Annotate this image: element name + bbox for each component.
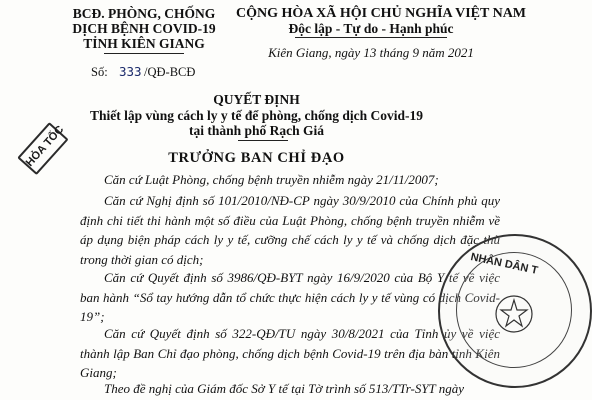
section-heading: TRƯỞNG BAN CHỈ ĐẠO bbox=[168, 150, 345, 166]
issuing-agency-line-1: BCĐ. PHÒNG, CHỐNG bbox=[72, 6, 216, 21]
national-title: CỘNG HÒA XÃ HỘI CHỦ NGHĨA VIỆT NAM bbox=[236, 6, 527, 21]
legal-basis-paragraph-2: Căn cứ Nghị định số 101/2010/NĐ-CP ngày 30/9/2010 của Chính phủ quy định chi tiết thi hành một số điều của Luật Phòng, chống bệnh truyền nhiễm về áp dụng biện pháp cách ly y tế, cưỡng chế cách ly y tế và chống dịch đặc thù trong thời gian có dịch; bbox=[80, 193, 500, 267]
document-subtitle-line-1: Thiết lập vùng cách ly y tế để phòng, chống dịch Covid-19 bbox=[89, 108, 424, 123]
issuing-agency-line-3: TỈNH KIÊN GIANG bbox=[83, 36, 205, 51]
legal-basis-paragraph-3: Căn cứ Quyết định số 3986/QĐ-BYT ngày 16/9/2020 của Bộ Y tế về việc ban hành “Sổ tay hướng dẫn tổ chức thực hiện cách ly y tế vùng có dịch Covid-19”; bbox=[80, 270, 500, 325]
issuing-agency-line-2: DỊCH BỆNH COVID-19 bbox=[72, 21, 216, 36]
document-number-value: 333 bbox=[119, 64, 142, 79]
motto-underline bbox=[295, 37, 447, 38]
document-number-label: Số: bbox=[91, 65, 108, 79]
legal-basis-paragraph-1: Căn cứ Luật Phòng, chống bệnh truyền nhiễm ngày 21/11/2007; bbox=[104, 172, 439, 187]
legal-basis-paragraph-4: Căn cứ Quyết định số 322-QĐ/TU ngày 30/8/2021 của Tỉnh ủy về việc thành lập Ban Chỉ đạo phòng, chống dịch bệnh Covid-19 trên địa bàn tỉnh Kiên Giang; bbox=[80, 326, 500, 381]
document-subtitle-line-2: tại thành phố Rạch Giá bbox=[188, 123, 325, 138]
official-seal bbox=[438, 234, 592, 388]
seal-emblem-icon bbox=[492, 292, 536, 336]
document-number-suffix: /QĐ-BCĐ bbox=[144, 65, 196, 79]
legal-basis-paragraph-5: Theo đề nghị của Giám đốc Sở Y tế tại Tờ trình số 513/TTr-SYT ngày bbox=[104, 381, 465, 396]
issue-date: Kiên Giang, ngày 13 tháng 9 năm 2021 bbox=[268, 45, 474, 60]
seal-text: NHÂN DÂN T bbox=[469, 251, 539, 277]
national-motto: Độc lập - Tự do - Hạnh phúc bbox=[288, 21, 454, 36]
agency-underline bbox=[104, 53, 184, 54]
document-title: QUYẾT ĐỊNH bbox=[213, 92, 300, 107]
urgent-stamp-text: HỎA TỐC bbox=[17, 122, 68, 175]
title-underline bbox=[238, 140, 288, 141]
